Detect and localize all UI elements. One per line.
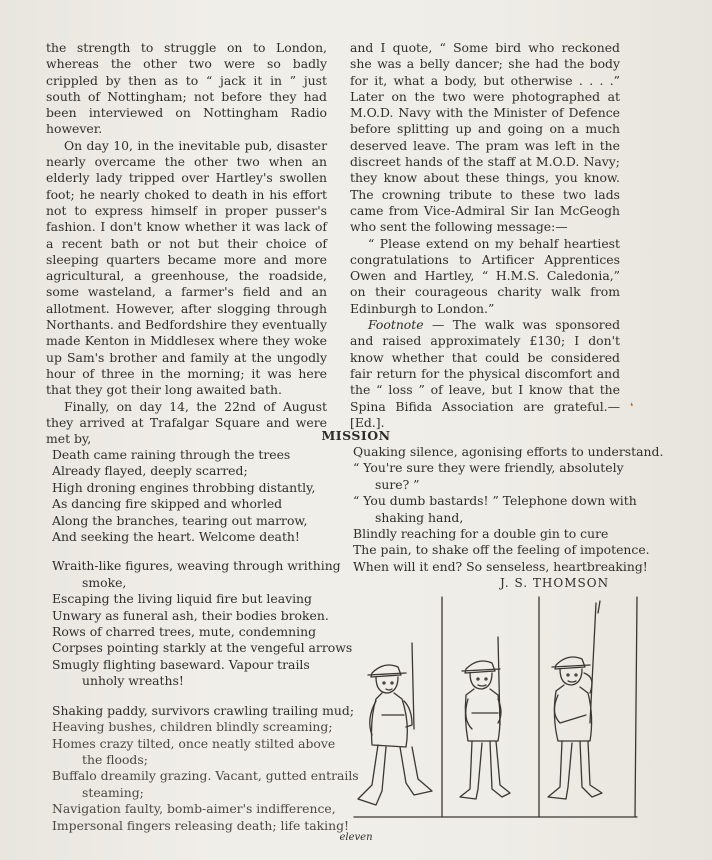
poem-line: Corpses pointing starkly at the vengeful arrows xyxy=(52,640,353,656)
poem-stanza xyxy=(52,447,342,545)
poem-line: Smugly flighting baseward. Vapour trails xyxy=(52,656,310,672)
sentry-cartoon-illustration xyxy=(342,595,642,825)
poem-author: J. S. THOMSON xyxy=(500,576,610,590)
poem-line: shaking hand, xyxy=(375,509,464,525)
poem-line: sure? ” xyxy=(375,476,420,492)
article-paragraph: On day 10, in the inevitable pub, disaster nearly overcame the other two when an elderly lady tripped over Hartley's swollen foot; he nearly choked to death in his effort not to express himself in proper pusser's fashion. I don't know whether it was lack of a recent bath or not but their choice of sleeping quarters became more and more agricultural, a greenhouse, the roadside, some wasteland, a farmer's field and an allotment. However, after slogging through Northants. and Bedfordshire they eventually made Kenton in Middlesex where they woke up Sam's brother and family at the ungodly hour of three in the morning; it was here that they got their long awaited bath. xyxy=(46,137,327,398)
poem-stanza xyxy=(52,702,359,834)
poem-line: High droning engines throbbing distantly, xyxy=(52,479,316,495)
poem-line: Rows of charred trees, mute, condemning xyxy=(52,624,317,640)
poem-line: Quaking silence, agonising efforts to understand. xyxy=(353,444,664,459)
poem-line: steaming; xyxy=(82,784,144,800)
article-right-column xyxy=(350,40,620,431)
sentry-figure-presenting-arms xyxy=(548,601,602,799)
poem-line: Blindly reaching for a double gin to cure xyxy=(353,526,609,542)
poem-line: The pain, to shake off the feeling of impotence. xyxy=(353,542,650,558)
sentry-figure-standing xyxy=(460,637,510,799)
poem-line: Heaving bushes, children blindly screaming; xyxy=(52,719,333,735)
poem-stanza xyxy=(52,558,353,689)
quoted-message: “ Please extend on my behalf heartiest congratulations to Artificer Apprentices Owen and Hartley, “ H.M.S. Caledonia,” on their courageous charity walk from Edinburgh to London.” xyxy=(350,235,620,316)
poem-line: Already flayed, deeply scarred; xyxy=(52,463,248,479)
page-number-label: eleven xyxy=(339,832,373,843)
poem-line: smoke, xyxy=(82,574,127,590)
poem-line: Death came raining through the trees xyxy=(52,447,291,462)
poem-line: “ You're sure they were friendly, absolutely xyxy=(353,460,624,476)
article-paragraph: and I quote, “ Some bird who reckoned she was a belly dancer; she had the body for it, what a body, but otherwise . . . .” Later on the two were photographed at M.O.D. Navy with the Minister of Defence before splitting up and going on a much deserved leave. The pram was left in the discreet hands of the staff at M.O.D. Navy; they know about these things, you know. The crowning tribute to these two lads came from Vice-Admiral Sir Ian McGeogh who sent the following message:— xyxy=(350,40,620,235)
poem-line: Escaping the living liquid fire but leaving xyxy=(52,591,312,607)
poem-line: Shaking paddy, survivors crawling trailing mud; xyxy=(52,702,354,718)
poem-line: Homes crazy tilted, once neatly stilted above xyxy=(52,735,336,751)
stain-mark: ❛ xyxy=(630,402,634,413)
article-paragraph: Finally, on day 14, the 22nd of August they arrived at Trafalgar Square and were met by, xyxy=(46,398,327,447)
sentry-figure-marching xyxy=(358,643,432,805)
footnote-label: Footnote xyxy=(368,317,424,333)
poem-line: Buffalo dreamily grazing. Vacant, gutted entrails xyxy=(52,768,359,784)
poem-line: “ You dumb bastards! ” Telephone down with xyxy=(353,493,637,509)
poem-line: unholy wreaths! xyxy=(82,673,184,689)
panel-divider xyxy=(635,597,637,817)
poem-line: the floods; xyxy=(82,751,148,767)
poem-left-column xyxy=(52,447,359,834)
poem-line: Impersonal fingers releasing death; life taking! xyxy=(52,817,349,833)
poem-line: Along the branches, tearing out marrow, xyxy=(52,512,308,528)
poem-right-column xyxy=(353,444,664,575)
poem-line: Navigation faulty, bomb-aimer's indifference, xyxy=(52,801,336,817)
poem-line: Wraith-like figures, weaving through writhing xyxy=(52,558,341,574)
poem-title: MISSION xyxy=(321,428,391,443)
poem-line: As dancing fire skipped and whorled xyxy=(52,496,283,512)
poem-line: And seeking the heart. Welcome death! xyxy=(52,529,300,545)
poem-line: Unwary as funeral ash, their bodies broken. xyxy=(52,607,329,623)
article-paragraph: the strength to struggle on to London, whereas the other two were so badly crippled by then as to “ jack it in ” just south of Nottingham; not before they had been interviewed on Nottingham Radio however. xyxy=(46,40,327,137)
article-left-column xyxy=(46,40,327,447)
poem-line: When will it end? So senseless, heartbreaking! xyxy=(353,558,648,574)
editor-footnote xyxy=(350,317,620,431)
footnote-text: — The walk was sponsored and raised approximately £130; I don't know whether that could be considered fair return for the physical discomfort and the “ loss ” of leave, but I know that the Spina Bifida Association are grateful.—[Ed.]. xyxy=(350,317,620,430)
